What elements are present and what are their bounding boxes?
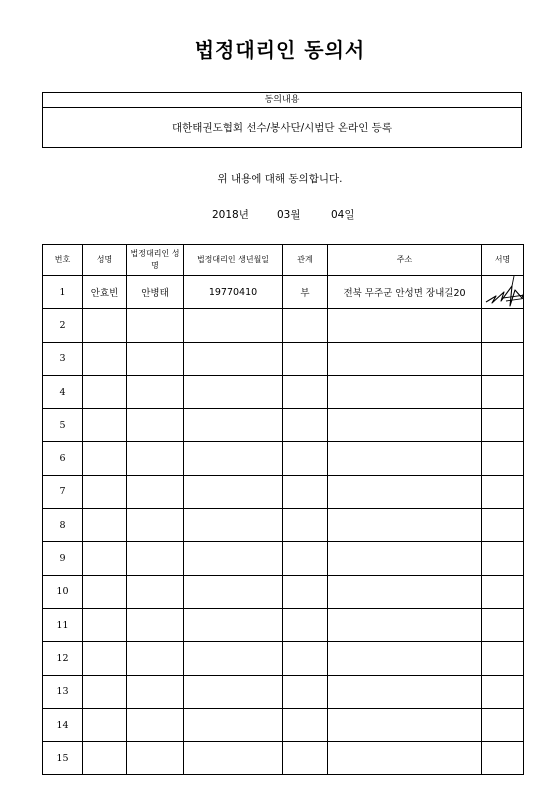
agreement-box <box>42 92 522 148</box>
agreement-content: 대한태권도협회 선수/봉사단/시범단 온라인 등록 <box>172 122 392 134</box>
table-row <box>43 742 524 775</box>
cell-guardian-name <box>127 442 184 475</box>
cell-guardian-birth: 19770410 <box>184 276 283 309</box>
cell-relation <box>283 675 328 708</box>
cell-relation <box>283 642 328 675</box>
cell-relation <box>283 409 328 442</box>
cell-signature <box>482 276 524 309</box>
cell-relation <box>283 542 328 575</box>
cell-guardian-birth <box>184 509 283 542</box>
header-relation: 관계 <box>283 245 328 276</box>
cell-no: 5 <box>43 409 83 442</box>
header-guardian-name: 법정대리인 성명 <box>127 245 184 276</box>
table-row <box>43 509 524 542</box>
table-row <box>43 276 524 309</box>
header-guardian-birth: 법정대리인 생년월일 <box>184 245 283 276</box>
cell-relation <box>283 509 328 542</box>
cell-guardian-birth <box>184 575 283 608</box>
cell-relation <box>283 742 328 775</box>
cell-address: 전북 무주군 안성면 장내길20 <box>328 276 482 309</box>
cell-guardian-name <box>127 375 184 408</box>
cell-address <box>328 309 482 342</box>
table-row <box>43 309 524 342</box>
cell-guardian-name <box>127 409 184 442</box>
cell-address <box>328 509 482 542</box>
header-address: 주소 <box>328 245 482 276</box>
cell-guardian-birth <box>184 542 283 575</box>
table-row <box>43 642 524 675</box>
cell-guardian-birth <box>184 342 283 375</box>
cell-address <box>328 409 482 442</box>
table-row <box>43 675 524 708</box>
cell-signature <box>482 342 524 375</box>
cell-signature <box>482 642 524 675</box>
table-row <box>43 375 524 408</box>
cell-address <box>328 708 482 741</box>
cell-guardian-name <box>127 542 184 575</box>
cell-no: 7 <box>43 475 83 508</box>
cell-no: 3 <box>43 342 83 375</box>
cell-guardian-name <box>127 742 184 775</box>
cell-guardian-birth <box>184 642 283 675</box>
date-year: 2018년 <box>212 209 249 221</box>
table-row <box>43 409 524 442</box>
table-row <box>43 608 524 641</box>
cell-guardian-name <box>127 708 184 741</box>
cell-signature <box>482 509 524 542</box>
cell-no: 9 <box>43 542 83 575</box>
cell-name <box>83 375 127 408</box>
cell-relation <box>283 575 328 608</box>
header-name: 성명 <box>83 245 127 276</box>
cell-no: 2 <box>43 309 83 342</box>
handwritten-signature <box>482 276 524 309</box>
cell-relation: 부 <box>283 276 328 309</box>
cell-signature <box>482 708 524 741</box>
cell-guardian-birth <box>184 708 283 741</box>
cell-name <box>83 708 127 741</box>
cell-name <box>83 608 127 641</box>
cell-no: 15 <box>43 742 83 775</box>
cell-address <box>328 475 482 508</box>
cell-name <box>83 509 127 542</box>
table-header-row <box>43 245 524 276</box>
cell-signature <box>482 608 524 641</box>
cell-no: 8 <box>43 509 83 542</box>
cell-no: 11 <box>43 608 83 641</box>
date-month: 03월 <box>277 209 301 221</box>
cell-guardian-name <box>127 475 184 508</box>
cell-address <box>328 608 482 641</box>
cell-guardian-name <box>127 575 184 608</box>
cell-signature <box>482 442 524 475</box>
cell-signature <box>482 309 524 342</box>
table-row <box>43 475 524 508</box>
cell-relation <box>283 442 328 475</box>
cell-guardian-name: 안병태 <box>127 276 184 309</box>
cell-signature <box>482 542 524 575</box>
table-row <box>43 708 524 741</box>
cell-name <box>83 742 127 775</box>
table-row <box>43 575 524 608</box>
cell-signature <box>482 742 524 775</box>
cell-signature <box>482 575 524 608</box>
cell-address <box>328 342 482 375</box>
cell-address <box>328 542 482 575</box>
cell-signature <box>482 675 524 708</box>
cell-name <box>83 642 127 675</box>
cell-relation <box>283 375 328 408</box>
cell-guardian-name <box>127 675 184 708</box>
cell-guardian-birth <box>184 475 283 508</box>
table-row <box>43 542 524 575</box>
cell-address <box>328 375 482 408</box>
header-signature: 서명 <box>482 245 524 276</box>
confirm-statement: 위 내용에 대해 동의합니다. <box>217 173 343 185</box>
cell-guardian-birth <box>184 608 283 641</box>
document-title: 법정대리인 동의서 <box>194 38 366 62</box>
cell-name <box>83 342 127 375</box>
cell-no: 13 <box>43 675 83 708</box>
cell-relation <box>283 342 328 375</box>
cell-address <box>328 675 482 708</box>
cell-no: 6 <box>43 442 83 475</box>
cell-guardian-name <box>127 642 184 675</box>
cell-no: 14 <box>43 708 83 741</box>
cell-name <box>83 475 127 508</box>
cell-name <box>83 575 127 608</box>
cell-no: 12 <box>43 642 83 675</box>
cell-no: 4 <box>43 375 83 408</box>
cell-name <box>83 309 127 342</box>
cell-signature <box>482 375 524 408</box>
cell-guardian-name <box>127 309 184 342</box>
cell-relation <box>283 475 328 508</box>
cell-relation <box>283 708 328 741</box>
consent-table <box>42 244 524 775</box>
cell-relation <box>283 608 328 641</box>
cell-name: 안효빈 <box>83 276 127 309</box>
cell-guardian-birth <box>184 742 283 775</box>
cell-guardian-birth <box>184 375 283 408</box>
cell-guardian-name <box>127 608 184 641</box>
cell-relation <box>283 309 328 342</box>
cell-guardian-birth <box>184 442 283 475</box>
table-row <box>43 342 524 375</box>
cell-guardian-name <box>127 509 184 542</box>
cell-name <box>83 542 127 575</box>
cell-name <box>83 442 127 475</box>
cell-no: 10 <box>43 575 83 608</box>
cell-address <box>328 642 482 675</box>
cell-name <box>83 675 127 708</box>
agreement-header: 동의내용 <box>43 93 521 108</box>
cell-name <box>83 409 127 442</box>
cell-guardian-birth <box>184 409 283 442</box>
cell-address <box>328 742 482 775</box>
cell-address <box>328 575 482 608</box>
cell-address <box>328 442 482 475</box>
table-row <box>43 442 524 475</box>
cell-signature <box>482 409 524 442</box>
cell-no: 1 <box>43 276 83 309</box>
header-no: 번호 <box>43 245 83 276</box>
cell-guardian-name <box>127 342 184 375</box>
date-day: 04일 <box>331 209 355 221</box>
cell-guardian-birth <box>184 675 283 708</box>
cell-guardian-birth <box>184 309 283 342</box>
cell-signature <box>482 475 524 508</box>
